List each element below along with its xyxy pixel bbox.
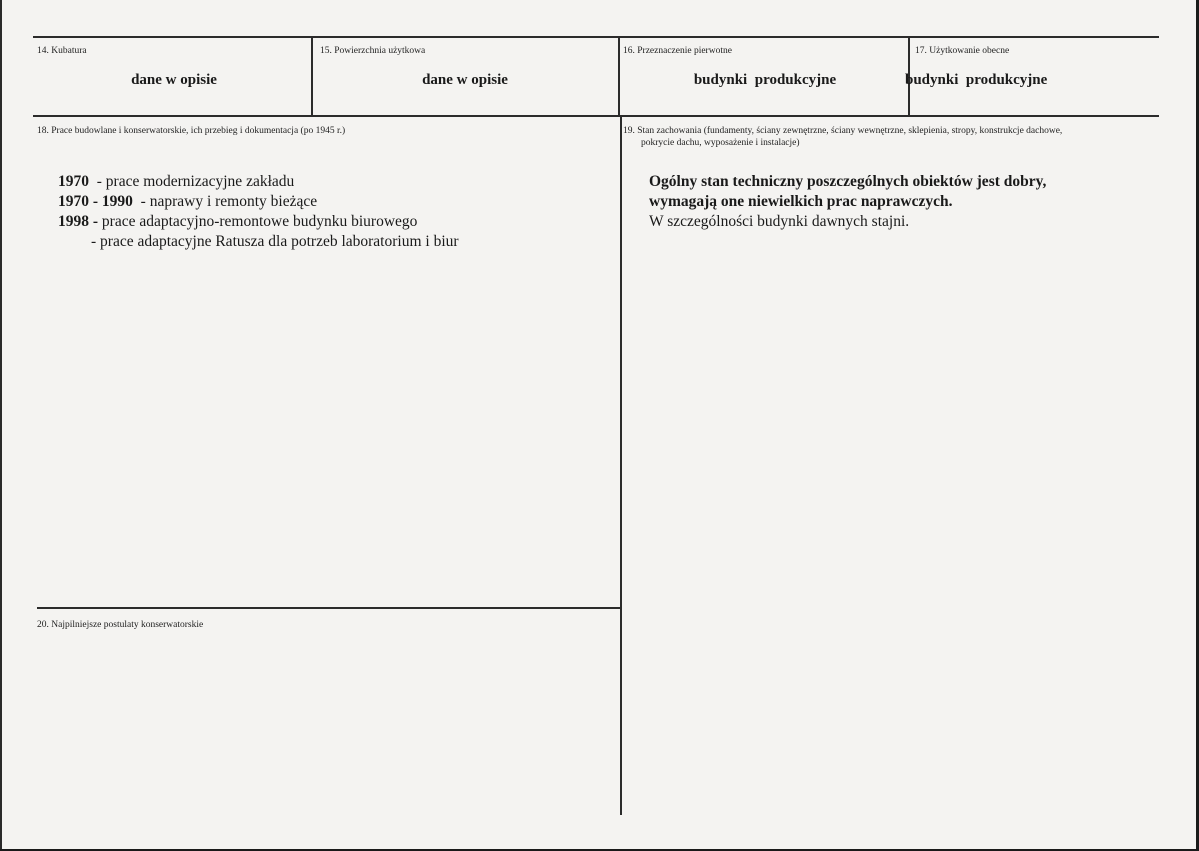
field-20-label: 20. Najpilniejsze postulaty konserwatorskie <box>37 620 204 630</box>
field-19-label <box>623 125 1062 149</box>
state-regular-line: W szczególności budynki dawnych stajni. <box>649 213 910 230</box>
state-bold-line2: wymagają one niewielkich prac naprawczych. <box>649 193 953 210</box>
field-15-value: dane w opisie <box>422 72 508 88</box>
row1-bottom-rule <box>33 115 1159 117</box>
field-18-label: 18. Prace budowlane i konserwatorskie, ich przebieg i dokumentacja (po 1945 r.) <box>37 126 346 136</box>
field-19-label-line1: 19. Stan zachowania (fundamenty, ściany zewnętrzne, ściany wewnętrzne, sklepienia, stropy, konstrukcje dachowe, <box>623 126 1063 136</box>
entry-text: - naprawy i remonty bieżące <box>132 193 318 210</box>
entry-text: - prace adaptacyjne Ratusza dla potrzeb laboratorium i biur <box>91 233 459 250</box>
field-19-content <box>649 172 1046 232</box>
field20-top-rule <box>37 607 621 609</box>
field-15-label: 15. Powierzchnia użytkowa <box>320 46 426 56</box>
field-19-label-line2: pokrycie dachu, wyposażenie i instalacje) <box>641 138 800 148</box>
entry-row <box>58 212 459 232</box>
divider-15-16 <box>618 36 620 116</box>
page-edge-left <box>0 0 2 851</box>
field-16-label: 16. Przeznaczenie pierwotne <box>623 46 732 56</box>
entry-row <box>58 172 459 192</box>
field-18-entries <box>58 172 459 252</box>
top-rule <box>33 36 1159 38</box>
field-17-value: budynki produkcyjne <box>905 72 1048 88</box>
entry-year: 1970 <box>58 173 89 190</box>
entry-year: 1998 - <box>58 213 99 230</box>
field-14-value: dane w opisie <box>131 72 217 88</box>
state-bold-line1: Ogólny stan techniczny poszczególnych obiektów jest dobry, <box>649 173 1047 190</box>
field-17-label: 17. Użytkowanie obecne <box>915 46 1010 56</box>
entry-row <box>58 192 459 212</box>
divider-14-15 <box>311 36 313 116</box>
entry-year: 1970 - 1990 <box>58 193 133 210</box>
divider-18-19 <box>620 115 622 815</box>
field-16-value: budynki produkcyjne <box>693 72 837 88</box>
entry-row <box>58 232 459 252</box>
field-14-label: 14. Kubatura <box>37 46 87 56</box>
entry-text: prace adaptacyjno-remontowe budynku biurowego <box>98 213 418 230</box>
entry-text: - prace modernizacyjne zakładu <box>89 173 295 190</box>
